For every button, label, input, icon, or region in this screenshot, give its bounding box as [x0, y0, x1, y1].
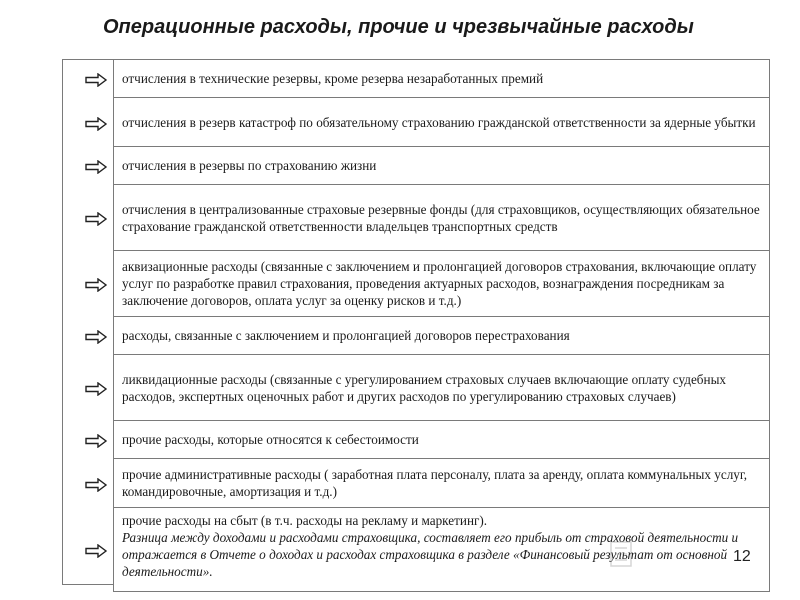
- row-text: аквизационные расходы (связанные с заключением и пролонгацией договоров страхования, включающие оплату услуг по разработке правил страхования, проведения актуарных расходов, вознаграждения посредникам за заключение договоров, оплата услуг за оценку рисков и т.д.): [122, 259, 757, 308]
- table-row: [113, 459, 770, 508]
- row-text: ликвидационные расходы (связанные с урегулированием страховых случаев включающие оплату судебных расходов, экспертных оценочных работ и других расходов по урегулированию страховых случаев): [122, 371, 727, 404]
- right-outline-arrow-icon: [85, 117, 107, 131]
- table-row: [113, 60, 770, 98]
- row-note: Разница между доходами и расходами страховщика, составляет его прибыль от страховой деятельности и отражается в Отчете о доходах и расходах страховщика в разделе «Финансовый результат от основной деятельности».: [122, 530, 739, 579]
- row-text: отчисления в резервы по страхованию жизни: [122, 158, 377, 173]
- right-outline-arrow-icon: [85, 73, 107, 87]
- expense-table: [113, 59, 770, 592]
- slide-title: Операционные расходы, прочие и чрезвычайные расходы: [103, 16, 694, 38]
- row-text: отчисления в централизованные страховые резервные фонды (для страховщиков, осуществляющих обязательное страхование гражданской ответственности владельцев транспортных средств: [122, 201, 760, 234]
- table-row: [113, 185, 770, 251]
- right-outline-arrow-icon: [85, 160, 107, 174]
- right-outline-arrow-icon: [85, 330, 107, 344]
- right-outline-arrow-icon: [85, 544, 107, 558]
- table-row: [113, 508, 770, 592]
- right-outline-arrow-icon: [85, 278, 107, 292]
- row-text: прочие расходы, которые относятся к себестоимости: [122, 432, 419, 447]
- row-text: расходы, связанные с заключением и пролонгацией договоров перестрахования: [122, 328, 570, 343]
- row-text: отчисления в резерв катастроф по обязательному страхованию гражданской ответственности за ядерные убытки: [122, 114, 756, 130]
- arrow-column: [62, 59, 114, 585]
- watermark-logo-icon: [610, 541, 632, 567]
- right-outline-arrow-icon: [85, 382, 107, 396]
- right-outline-arrow-icon: [85, 212, 107, 226]
- table-row: [113, 317, 770, 355]
- right-outline-arrow-icon: [85, 478, 107, 492]
- table-row: [113, 355, 770, 421]
- page-number: 12: [733, 548, 751, 565]
- table-row: [113, 251, 770, 317]
- row-text: отчисления в технические резервы, кроме резерва незаработанных премий: [122, 71, 544, 86]
- row-text: прочие административные расходы ( заработная плата персоналу, плата за аренду, оплата коммунальных услуг, командировочные, амортизация и т.д.): [122, 467, 748, 499]
- table-row: [113, 147, 770, 185]
- row-text: прочие расходы на сбыт (в т.ч. расходы на рекламу и маркетинг).: [122, 513, 488, 528]
- table-row: [113, 98, 770, 147]
- right-outline-arrow-icon: [85, 434, 107, 448]
- table-row: [113, 421, 770, 459]
